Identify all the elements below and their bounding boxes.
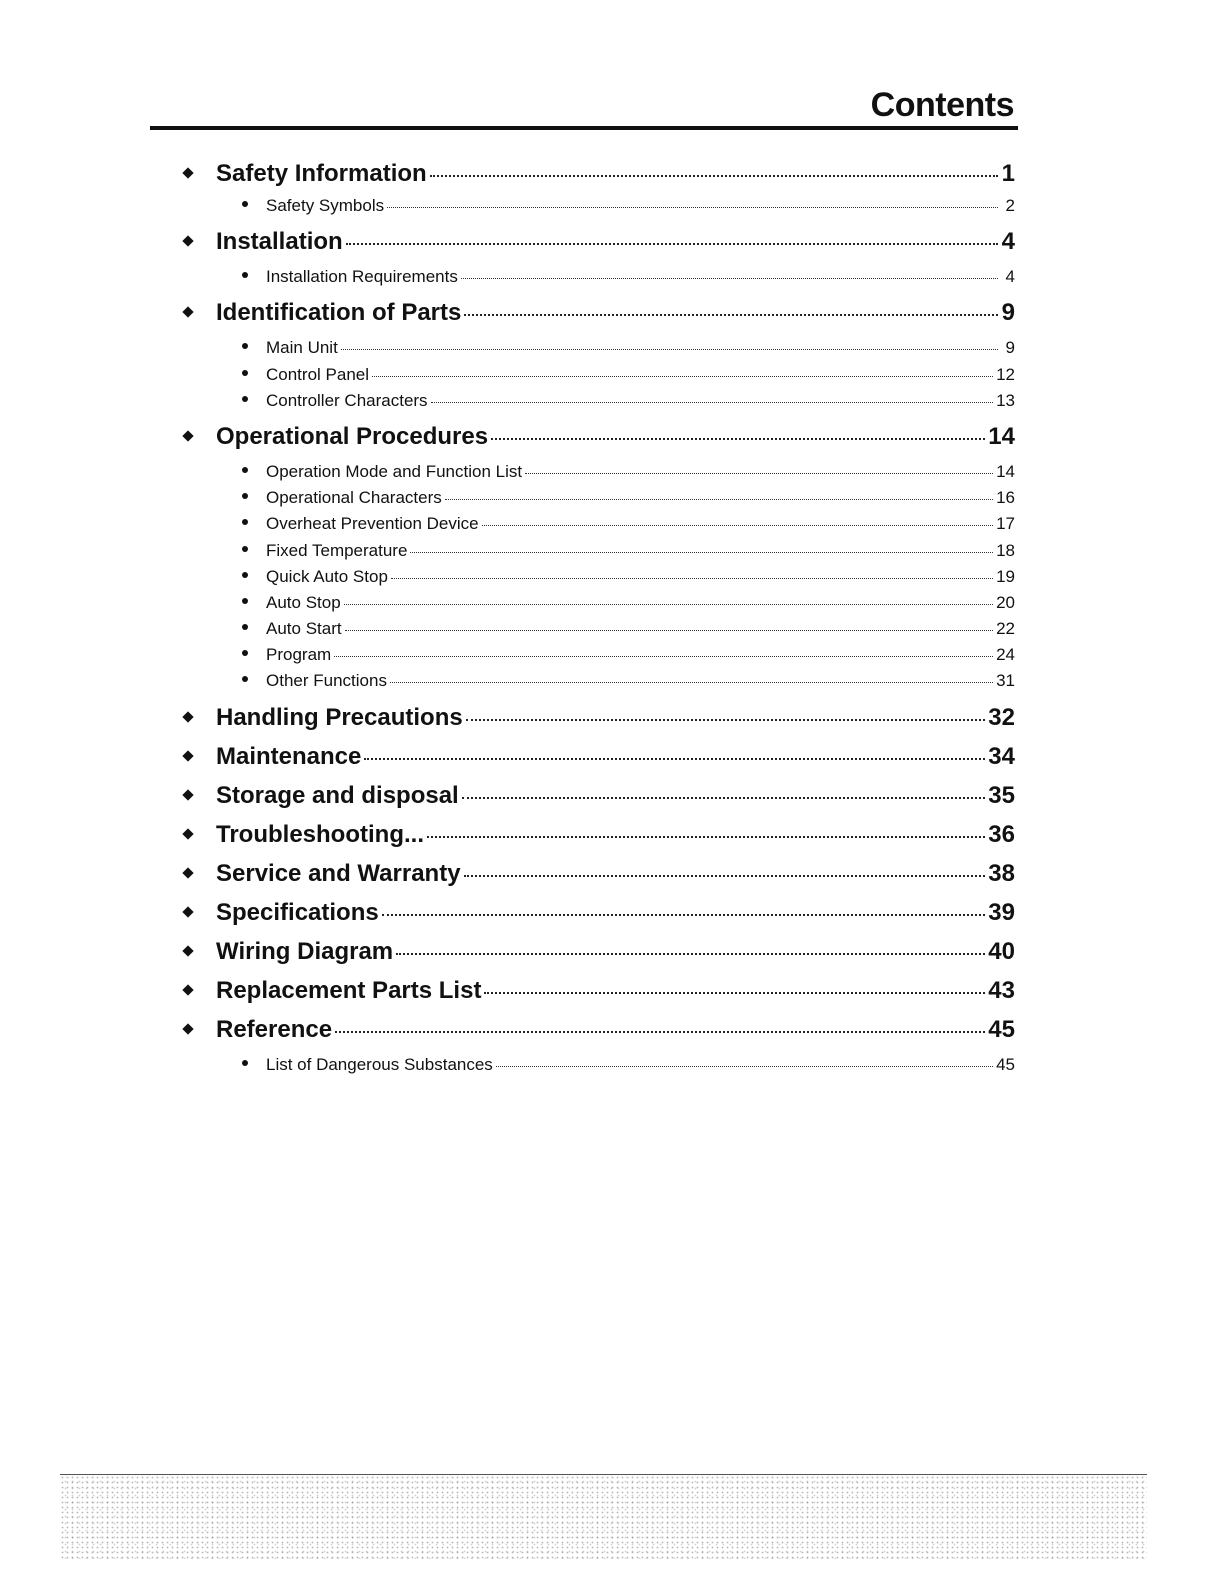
dot-leader [345, 630, 993, 631]
toc-item-page-number: 31 [996, 671, 1015, 691]
toc-section-page-number: 36 [988, 820, 1015, 848]
toc-section-maintenance[interactable] [180, 743, 1015, 782]
dot-leader [496, 1066, 993, 1067]
dot-leader [391, 578, 993, 579]
dot-leader [410, 552, 993, 553]
dot-leader [482, 525, 993, 526]
toc-item-page-number: 9 [1005, 338, 1015, 358]
round-bullet-icon [242, 572, 248, 578]
dot-leader [462, 797, 986, 799]
toc-section-page-number: 35 [988, 781, 1015, 809]
toc-item-label: Program [266, 645, 332, 665]
toc-item-label: Safety Symbols [266, 196, 385, 215]
toc-item-label: Overheat Prevention Device [266, 514, 479, 534]
round-bullet-icon [242, 201, 248, 207]
diamond-bullet-icon [182, 828, 193, 839]
toc-item-page-number: 24 [996, 645, 1015, 665]
toc-section-specifications[interactable] [180, 899, 1015, 938]
round-bullet-icon [242, 272, 248, 278]
round-bullet-icon [242, 396, 248, 402]
round-bullet-icon [242, 676, 248, 682]
dot-leader [445, 499, 993, 500]
toc-section-service-and-warranty[interactable] [180, 860, 1015, 899]
round-bullet-icon [242, 598, 248, 604]
round-bullet-icon [242, 343, 248, 349]
page-title: Contents [870, 86, 1014, 124]
toc-item-fixed-temperature[interactable] [180, 541, 1015, 567]
toc-item-page-number: 2 [1005, 196, 1015, 215]
diamond-bullet-icon [182, 867, 193, 878]
toc-section-label: Safety Information [216, 160, 427, 187]
toc-subsection-list [180, 267, 1015, 293]
round-bullet-icon [242, 650, 248, 656]
toc-item-page-number: 20 [996, 592, 1015, 612]
toc-item-page-number: 17 [996, 514, 1015, 534]
toc-item-label: Quick Auto Stop [266, 566, 388, 586]
toc-item-page-number: 12 [996, 364, 1015, 384]
toc-section-label: Wiring Diagram [216, 937, 394, 965]
round-bullet-icon [242, 546, 248, 552]
toc-item-page-number: 19 [996, 566, 1015, 586]
dot-leader [344, 604, 993, 605]
dot-leader [525, 473, 993, 474]
toc-section-label: Maintenance [216, 742, 362, 770]
toc-section-reference[interactable] [180, 1016, 1015, 1055]
diamond-bullet-icon [182, 307, 193, 318]
toc-item-operation-mode-and-function-list[interactable] [180, 462, 1015, 488]
dot-leader [484, 992, 985, 994]
table-of-contents [180, 160, 1015, 1087]
toc-item-label: Auto Start [266, 619, 342, 639]
toc-section-safety-information[interactable] [180, 160, 1015, 196]
diamond-bullet-icon [182, 167, 193, 178]
title-rule [150, 126, 1018, 130]
toc-item-auto-stop[interactable] [180, 593, 1015, 619]
toc-section-page-number: 9 [1001, 299, 1015, 327]
toc-section-page-number: 14 [988, 422, 1015, 450]
diamond-bullet-icon [182, 906, 193, 917]
dot-leader [341, 349, 998, 350]
dot-leader [390, 682, 993, 683]
dot-leader [491, 438, 985, 440]
dot-leader [461, 278, 998, 279]
toc-item-list-of-dangerous-substances[interactable] [180, 1055, 1015, 1081]
toc-section-label: Specifications [216, 898, 379, 926]
toc-item-page-number: 45 [996, 1054, 1015, 1074]
toc-section-storage-and-disposal[interactable] [180, 782, 1015, 821]
toc-item-page-number: 4 [1005, 267, 1015, 287]
toc-item-label: Auto Stop [266, 592, 341, 612]
dot-leader [464, 314, 998, 316]
toc-section-page-number: 39 [988, 898, 1015, 926]
round-bullet-icon [242, 370, 248, 376]
toc-section-page-number: 40 [988, 937, 1015, 965]
toc-section-operational-procedures[interactable] [180, 423, 1015, 462]
dot-leader [431, 402, 994, 403]
diamond-bullet-icon [182, 984, 193, 995]
toc-item-label: Control Panel [266, 364, 370, 384]
dot-leader [382, 914, 986, 916]
toc-section-page-number: 45 [988, 1015, 1015, 1043]
toc-item-main-unit[interactable] [180, 338, 1015, 364]
toc-section-label: Storage and disposal [216, 781, 459, 809]
round-bullet-icon [242, 624, 248, 630]
toc-item-overheat-prevention-device[interactable] [180, 514, 1015, 540]
toc-section-label: Replacement Parts List [216, 976, 482, 1004]
toc-section-label: Installation [216, 228, 343, 256]
dot-leader [372, 376, 993, 377]
toc-item-label: Operation Mode and Function List [266, 461, 523, 481]
diamond-bullet-icon [182, 789, 193, 800]
toc-item-label: Other Functions [266, 671, 387, 691]
toc-section-page-number: 43 [988, 976, 1015, 1004]
toc-item-label: Main Unit [266, 338, 338, 358]
toc-item-page-number: 14 [996, 461, 1015, 481]
toc-section-page-number: 4 [1001, 228, 1015, 256]
toc-subsection-list [180, 196, 1015, 222]
toc-item-label: Installation Requirements [266, 267, 458, 287]
diamond-bullet-icon [182, 236, 193, 247]
toc-section-label: Service and Warranty [216, 859, 461, 887]
toc-section-installation[interactable] [180, 228, 1015, 267]
toc-item-auto-start[interactable] [180, 619, 1015, 645]
toc-item-page-number: 22 [996, 619, 1015, 639]
toc-item-control-panel[interactable] [180, 365, 1015, 391]
dot-leader [334, 656, 993, 657]
dot-leader [335, 1031, 985, 1033]
toc-item-safety-symbols[interactable] [180, 196, 1015, 222]
toc-section-label: Troubleshooting... [216, 820, 424, 848]
dot-leader [396, 953, 985, 955]
toc-item-label: List of Dangerous Substances [266, 1054, 493, 1074]
diamond-bullet-icon [182, 1023, 193, 1034]
dot-leader [427, 836, 985, 838]
dot-leader [430, 175, 998, 177]
dot-leader [387, 207, 998, 208]
footer-scan-band [60, 1474, 1147, 1559]
dot-leader [464, 875, 986, 877]
toc-section-label: Identification of Parts [216, 299, 462, 327]
toc-item-label: Controller Characters [266, 390, 428, 410]
round-bullet-icon [242, 1060, 248, 1066]
dot-leader [364, 758, 985, 760]
toc-section-page-number: 34 [988, 742, 1015, 770]
toc-item-installation-requirements[interactable] [180, 267, 1015, 293]
diamond-bullet-icon [182, 945, 193, 956]
diamond-bullet-icon [182, 750, 193, 761]
toc-item-operational-characters[interactable] [180, 488, 1015, 514]
toc-subsection-list [180, 338, 1015, 417]
toc-section-page-number: 38 [988, 859, 1015, 887]
toc-subsection-list [180, 462, 1015, 698]
diamond-bullet-icon [182, 430, 193, 441]
toc-section-page-number: 32 [988, 703, 1015, 731]
toc-item-quick-auto-stop[interactable] [180, 567, 1015, 593]
round-bullet-icon [242, 467, 248, 473]
dot-leader [346, 243, 998, 245]
toc-section-handling-precautions[interactable] [180, 704, 1015, 743]
toc-item-page-number: 13 [996, 390, 1015, 410]
toc-section-label: Handling Precautions [216, 703, 463, 731]
toc-section-label: Operational Procedures [216, 422, 489, 450]
toc-item-page-number: 18 [996, 540, 1015, 560]
toc-section-label: Reference [216, 1015, 333, 1043]
toc-section-troubleshooting[interactable] [180, 821, 1015, 860]
toc-item-label: Fixed Temperature [266, 540, 408, 560]
toc-item-other-functions[interactable] [180, 671, 1015, 697]
toc-section-wiring-diagram[interactable] [180, 938, 1015, 977]
toc-section-replacement-parts-list[interactable] [180, 977, 1015, 1016]
toc-item-label: Operational Characters [266, 488, 442, 508]
diamond-bullet-icon [182, 711, 193, 722]
toc-item-page-number: 16 [996, 488, 1015, 508]
round-bullet-icon [242, 493, 248, 499]
round-bullet-icon [242, 519, 248, 525]
toc-section-identification-of-parts[interactable] [180, 299, 1015, 338]
dot-leader [466, 719, 986, 721]
toc-item-program[interactable] [180, 645, 1015, 671]
toc-subsection-list [180, 1055, 1015, 1081]
toc-item-controller-characters[interactable] [180, 391, 1015, 417]
toc-section-page-number: 1 [1001, 160, 1015, 187]
